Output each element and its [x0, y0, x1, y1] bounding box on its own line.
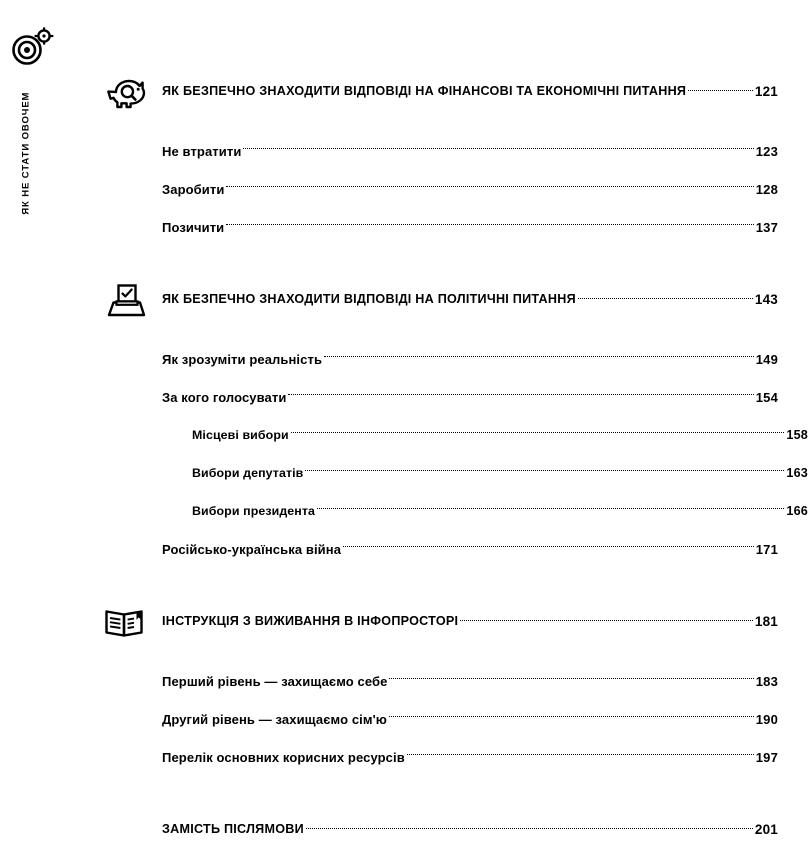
toc-entry-label: Перший рівень — захищаємо себе: [162, 673, 388, 689]
spacer: [104, 410, 720, 422]
toc-dot-leader: [291, 432, 785, 433]
spacer: [104, 638, 720, 668]
toc-sub-entry[interactable]: [104, 706, 778, 732]
toc-dot-leader: [226, 224, 753, 225]
ballot-box-icon: [102, 282, 144, 316]
toc-entry-label: ЗАМІСТЬ ПІСЛЯМОВИ: [162, 822, 304, 836]
toc-entry-label: Російсько-українська війна: [162, 541, 342, 557]
toc-entry-label: Заробити: [162, 181, 225, 197]
toc-dot-leader: [343, 546, 754, 547]
toc-section-entry[interactable]: [104, 812, 778, 846]
toc-page-number: 128: [755, 181, 778, 197]
toc-sub-entry[interactable]: [104, 536, 778, 562]
toc-entry-label: Другий рівень — захищаємо сім'ю: [162, 711, 387, 727]
toc-entry-label: Перелік основних корисних ресурсів: [162, 749, 405, 765]
toc-page-number: 121: [754, 83, 778, 99]
toc-page-number: 137: [755, 219, 778, 235]
open-book-icon: [102, 604, 144, 638]
toc-dot-leader: [305, 470, 784, 471]
toc-dot-leader: [306, 828, 753, 829]
toc-sub-entry[interactable]: [104, 744, 778, 770]
toc-sub-entry[interactable]: [104, 138, 778, 164]
toc-dot-leader: [389, 678, 753, 679]
toc-entry-label: ЯК БЕЗПЕЧНО ЗНАХОДИТИ ВІДПОВІДІ НА ПОЛІТИЧНІ ПИТАННЯ: [162, 292, 576, 306]
toc-entry-label: Вибори президента: [192, 504, 316, 518]
toc-sub-entry[interactable]: [104, 422, 808, 448]
toc-page-number: 181: [754, 613, 778, 629]
table-of-contents: [104, 74, 808, 846]
spacer: [104, 562, 720, 604]
toc-dot-leader: [288, 394, 753, 395]
toc-sub-entry[interactable]: [104, 346, 778, 372]
toc-sub-entry[interactable]: [104, 176, 778, 202]
toc-sub-entry[interactable]: [104, 384, 778, 410]
toc-entry-label: Як зрозуміти реальність: [162, 351, 323, 367]
piggy-bank-search-icon: [102, 74, 144, 108]
toc-sub-entry[interactable]: [104, 214, 778, 240]
toc-dot-leader: [226, 186, 753, 187]
spacer: [104, 524, 720, 536]
toc-page-number: 154: [755, 389, 778, 405]
spacer: [104, 108, 720, 138]
toc-page-number: 183: [755, 673, 778, 689]
spacer: [104, 316, 720, 346]
spacer: [104, 770, 720, 812]
toc-dot-leader: [389, 716, 754, 717]
spacer: [104, 448, 720, 460]
toc-page-number: 171: [755, 541, 778, 557]
toc-entry-label: ЯК БЕЗПЕЧНО ЗНАХОДИТИ ВІДПОВІДІ НА ФІНАНСОВІ ТА ЕКОНОМІЧНІ ПИТАННЯ: [162, 84, 687, 98]
left-rail: [0, 0, 76, 800]
toc-section-entry[interactable]: [104, 282, 778, 316]
toc-entry-label: Позичити: [162, 219, 225, 235]
toc-page-number: 190: [755, 711, 778, 727]
toc-page-number: 163: [786, 466, 808, 480]
toc-entry-label: ІНСТРУКЦІЯ З ВИЖИВАННЯ В ІНФОПРОСТОРІ: [162, 614, 459, 628]
spacer: [104, 372, 720, 384]
toc-dot-leader: [317, 508, 784, 509]
toc-entry-label: За кого голосувати: [162, 389, 287, 405]
toc-dot-leader: [460, 620, 753, 621]
toc-page-number: 201: [754, 821, 778, 837]
toc-sub-entry[interactable]: [104, 498, 808, 524]
spacer: [104, 486, 720, 498]
toc-sub-entry[interactable]: [104, 460, 808, 486]
toc-dot-leader: [324, 356, 754, 357]
toc-page-number: 123: [755, 143, 778, 159]
book-title-vertical: ЯК НЕ СТАТИ ОВОЧЕМ: [20, 91, 32, 215]
toc-sub-entry[interactable]: [104, 668, 778, 694]
toc-page-number: 166: [786, 504, 808, 518]
spacer: [104, 732, 720, 744]
toc-section-entry[interactable]: [104, 74, 778, 108]
toc-dot-leader: [407, 754, 754, 755]
toc-entry-label: Вибори депутатів: [192, 466, 304, 480]
spacer: [104, 202, 720, 214]
toc-entry-label: Не втратити: [162, 143, 242, 159]
toc-page-number: 143: [754, 291, 778, 307]
toc-dot-leader: [688, 90, 753, 91]
spacer: [104, 694, 720, 706]
toc-page-number: 197: [755, 749, 778, 765]
target-bullseye-icon: [10, 26, 56, 66]
toc-dot-leader: [243, 148, 753, 149]
toc-page-number: 158: [786, 428, 808, 442]
toc-section-entry[interactable]: [104, 604, 778, 638]
toc-dot-leader: [578, 298, 753, 299]
toc-page-number: 149: [755, 351, 778, 367]
toc-entry-label: Місцеві вибори: [192, 428, 289, 442]
spacer: [104, 240, 720, 282]
spacer: [104, 164, 720, 176]
